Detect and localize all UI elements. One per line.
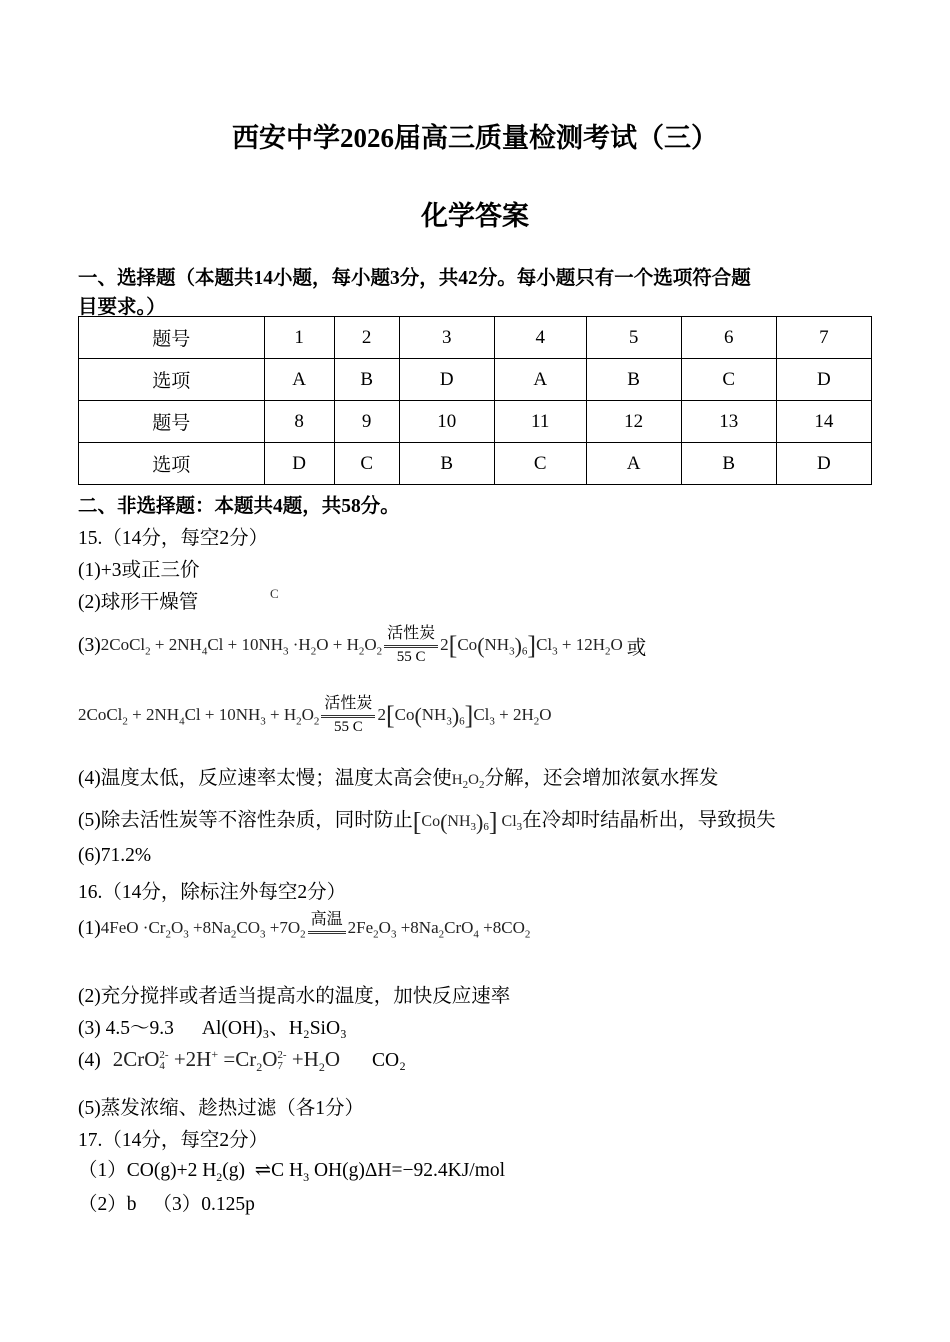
catalyst-label: 活性炭 (321, 694, 375, 718)
answer-cell: D (399, 359, 494, 401)
condition-label: 高温 (308, 910, 346, 934)
q15-or: 或 (626, 638, 647, 659)
q16-answer-5: (5)蒸发浓缩、趁热过滤（各1分） (78, 1098, 364, 1119)
section1-heading-line1: 一、选择题（本题共14小题，每小题3分，共42分。每小题只有一个选项符合题 (78, 268, 751, 289)
document-subtitle: 化学答案 (421, 201, 529, 231)
q15-answer-5 (78, 804, 776, 837)
q15-answer-1: (1)+3或正三价 (78, 560, 200, 581)
q15-answer-5-text: (5)除去活性炭等不溶性杂质，同时防止 (78, 810, 413, 831)
q16-equation-products: $2Fe_2O_3 +8Na_2CrO_4 +8CO_2$ (347, 917, 531, 941)
q15-answer-2-mark: C (270, 586, 279, 601)
q15-answer-5-text-end: 在冷却时结晶析出，导致损失 (522, 810, 776, 831)
q16-answer-4-gas: CO₂ (372, 1050, 406, 1071)
q17-header: 17.（14分，每空2分） (78, 1130, 269, 1151)
q15-header: 15.（14分，每空2分） (78, 528, 269, 549)
q16-header: 16.（14分，除标注外每空2分） (78, 882, 347, 903)
question-number: 11 (494, 401, 586, 443)
catalyst-label: 活性炭 (384, 624, 438, 648)
table-row (79, 443, 872, 485)
q16-answer-1 (78, 904, 530, 954)
reaction-condition (321, 694, 375, 737)
q16-answer-3 (78, 1012, 347, 1040)
q15-answer-4-text-end: 分解，还会增加浓氨水挥发 (484, 768, 719, 789)
question-number: 2 (334, 317, 399, 359)
q15-answer-4 (78, 762, 718, 791)
q17-enthalpy: ΔH=−92.4KJ/mol (364, 1160, 506, 1181)
answer-cell: B (334, 359, 399, 401)
temperature-label: 55 C (334, 719, 363, 736)
reaction-condition (384, 624, 438, 667)
question-number: 13 (681, 401, 776, 443)
temperature-label: 55 C (396, 649, 426, 666)
q17-equation: CO(g)+2 $H_2(g)$ ⇌C $H_3$ OH(g) (126, 1160, 365, 1184)
question-number: 1 (264, 317, 334, 359)
q16-answer-4-label: (4) (78, 1050, 101, 1071)
q15-equation-1: 2CoCl$_2$ + $2NH_4Cl + 10NH_3 \cdot H_2O + H_2O_2$ (100, 634, 383, 658)
question-number: 3 (399, 317, 494, 359)
question-number: 5 (586, 317, 681, 359)
row-label: 选项 (79, 359, 265, 401)
q15-answer-3-row1 (78, 618, 646, 674)
table-row (79, 401, 872, 443)
q17-answer-3: （3）0.125p (152, 1194, 255, 1215)
q17-answers-2-3 (78, 1188, 255, 1216)
row-label: 题号 (79, 317, 265, 359)
question-number: 8 (264, 401, 334, 443)
q15-answer-3-row2 (78, 688, 552, 744)
question-number: 4 (494, 317, 586, 359)
section2-heading: 二、非选择题：本题共4题，共58分。 (78, 496, 400, 517)
answer-cell: D (264, 443, 334, 485)
answer-cell: C (681, 359, 776, 401)
answer-cell: B (681, 443, 776, 485)
answer-cell: A (494, 359, 586, 401)
question-number: 7 (776, 317, 871, 359)
answer-cell: B (586, 359, 681, 401)
answer-cell: D (776, 359, 871, 401)
answer-cell: B (399, 443, 494, 485)
row-label: 题号 (79, 401, 265, 443)
answer-cell: C (334, 443, 399, 485)
question-number: 6 (681, 317, 776, 359)
answer-table (78, 316, 872, 485)
answer-cell: D (776, 443, 871, 485)
document-title: 西安中学2026届高三质量检测考试（三） (232, 123, 718, 153)
q15-equation-2: 2CoCl$_2$ + $2NH_4Cl + 10NH_3 + H_2O_2$ (78, 704, 320, 728)
complex-formula: $[Co(NH_3)_6]$ $Cl_3$ (412, 807, 523, 837)
q15-equation-2-products: $2[Co(NH_3)_6]Cl_3 + 2H_2O$ (377, 701, 552, 730)
question-number: 10 (399, 401, 494, 443)
q16-answer-1-label: (1) (78, 918, 101, 939)
q16-equation: $4FeO \cdot Cr_2O_3 +8Na_2CO_3 +7O_2$ (100, 917, 306, 941)
q15-answer-2: (2)球形干燥管 (78, 592, 199, 613)
row-label: 选项 (79, 443, 265, 485)
q15-answer-3-label: (3) (78, 635, 101, 656)
answer-cell: A (264, 359, 334, 401)
q16-answer-3-value: Al(OH)₃、H₂SiO₃ (201, 1018, 347, 1039)
answer-cell: C (494, 443, 586, 485)
q17-answer-1 (78, 1154, 505, 1185)
q17-answer-2: （2）b (78, 1194, 137, 1215)
q16-answer-4 (78, 1040, 406, 1082)
h2o2-formula: $H_2O_2$ (451, 772, 485, 791)
question-number: 12 (586, 401, 681, 443)
section1-heading-line2: 目要求。） (78, 297, 166, 318)
q15-answer-4-text: (4)温度太低，反应速率太慢；温度太高会使 (78, 768, 452, 789)
q17-answer-1-label: （1） (78, 1160, 127, 1181)
question-number: 9 (334, 401, 399, 443)
table-row (79, 317, 872, 359)
table-row (79, 359, 872, 401)
reaction-condition (308, 910, 346, 934)
q16-answer-2: (2)充分搅拌或者适当提高水的温度，加快反应速率 (78, 986, 511, 1007)
q16-answer-3-label: (3) 4.5～9.3 (78, 1018, 174, 1039)
q15-equation-1-products: $2[Co(NH_3)_6]Cl_3 + 12H_2O$ (440, 631, 623, 660)
q16-ionic-equation: 2CrO 2- 4 $+2H^+ =Cr_2O$ 2- 7 $+H_2O$ (112, 1046, 341, 1075)
answer-cell: A (586, 443, 681, 485)
q15-answer-6: (6)71.2% (78, 845, 152, 866)
question-number: 14 (776, 401, 871, 443)
